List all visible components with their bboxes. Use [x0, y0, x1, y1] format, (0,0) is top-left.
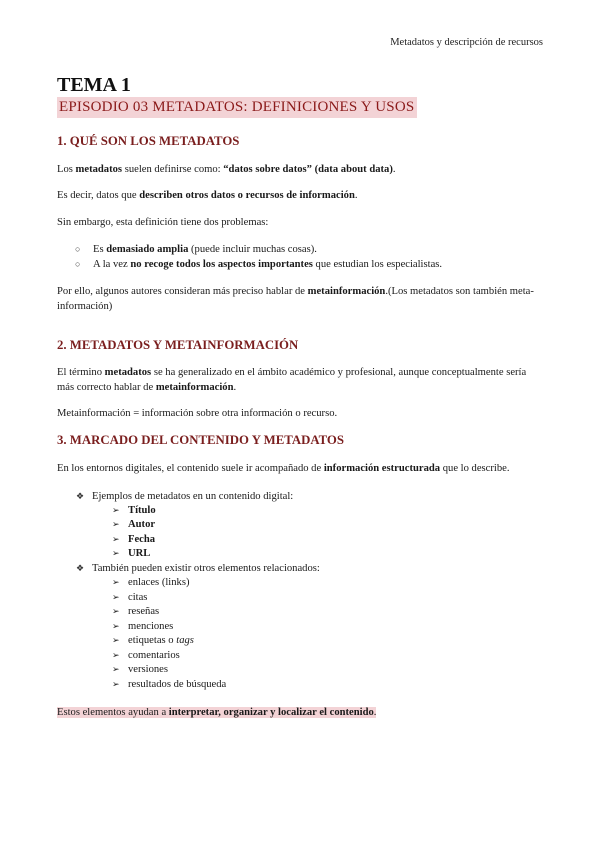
- list-item: ○ Es demasiado amplia (puede incluir muchas cosas).: [75, 244, 317, 255]
- arrow-bullet-icon: ➢: [112, 635, 120, 645]
- list-item: ❖ Ejemplos de metadatos en un contenido digital:: [76, 491, 294, 502]
- list-item: ➢ citas: [112, 592, 148, 603]
- list-item: ○ A la vez no recoge todos los aspectos importantes que estudian los especialistas.: [75, 259, 443, 270]
- list-item: ➢ resultados de búsqueda: [112, 679, 227, 690]
- section3-heading: 3. MARCADO DEL CONTENIDO Y METADATOS: [57, 433, 345, 447]
- section2-paragraph-1: El término metadatos se ha generalizado en el ámbito académico y profesional, aunque conceptualmente sería más correcto hablar de metainformación.: [57, 367, 527, 393]
- section1-paragraph-1: Los metadatos suelen definirse como: “datos sobre datos” (data about data).: [57, 164, 396, 175]
- list-item: ➢ enlaces (links): [112, 577, 190, 588]
- arrow-bullet-icon: ➢: [112, 577, 120, 587]
- running-header: Metadatos y descripción de recursos: [390, 37, 543, 48]
- arrow-bullet-icon: ➢: [112, 679, 120, 689]
- list-item: ➢ URL: [112, 548, 151, 559]
- section1-paragraph-2: Es decir, datos que describen otros datos o recursos de información.: [57, 190, 358, 201]
- list-item: ➢ Título: [112, 505, 156, 516]
- circle-bullet-icon: ○: [75, 259, 81, 269]
- episode-subtitle: EPISODIO 03 METADATOS: DEFINICIONES Y USOS: [57, 97, 417, 118]
- arrow-bullet-icon: ➢: [112, 592, 120, 602]
- section3-closing-highlight: Estos elementos ayudan a interpretar, organizar y localizar el contenido.: [57, 707, 377, 718]
- page-title: TEMA 1: [57, 74, 131, 96]
- arrow-bullet-icon: ➢: [112, 548, 120, 558]
- section2-heading: 2. METADATOS Y METAINFORMACIÓN: [57, 338, 299, 352]
- list-item: ➢ etiquetas o tags: [112, 635, 194, 646]
- list-item: ➢ comentarios: [112, 650, 180, 661]
- circle-bullet-icon: ○: [75, 244, 81, 254]
- arrow-bullet-icon: ➢: [112, 650, 120, 660]
- list-item: ➢ menciones: [112, 621, 174, 632]
- section3-paragraph-1: En los entornos digitales, el contenido suele ir acompañado de información estructurada que lo describe.: [57, 463, 510, 474]
- arrow-bullet-icon: ➢: [112, 534, 120, 544]
- list-item: ➢ Fecha: [112, 534, 156, 545]
- section1-paragraph-4: Por ello, algunos autores consideran más preciso hablar de metainformación.(Los metadatos son también meta-información): [57, 286, 534, 312]
- list-item: ➢ versiones: [112, 664, 169, 675]
- list-item: ➢ Autor: [112, 519, 156, 530]
- arrow-bullet-icon: ➢: [112, 621, 120, 631]
- arrow-bullet-icon: ➢: [112, 505, 120, 515]
- diamond-bullet-icon: ❖: [76, 563, 85, 573]
- section2-paragraph-2: Metainformación = información sobre otra información o recurso.: [57, 408, 338, 419]
- list-item: ❖ También pueden existir otros elementos relacionados:: [76, 563, 320, 574]
- arrow-bullet-icon: ➢: [112, 519, 120, 529]
- arrow-bullet-icon: ➢: [112, 664, 120, 674]
- section1-paragraph-3: Sin embargo, esta definición tiene dos problemas:: [57, 217, 269, 228]
- list-item: ➢ reseñas: [112, 606, 160, 617]
- diamond-bullet-icon: ❖: [76, 491, 85, 501]
- section1-heading: 1. QUÉ SON LOS METADATOS: [57, 134, 240, 148]
- arrow-bullet-icon: ➢: [112, 606, 120, 616]
